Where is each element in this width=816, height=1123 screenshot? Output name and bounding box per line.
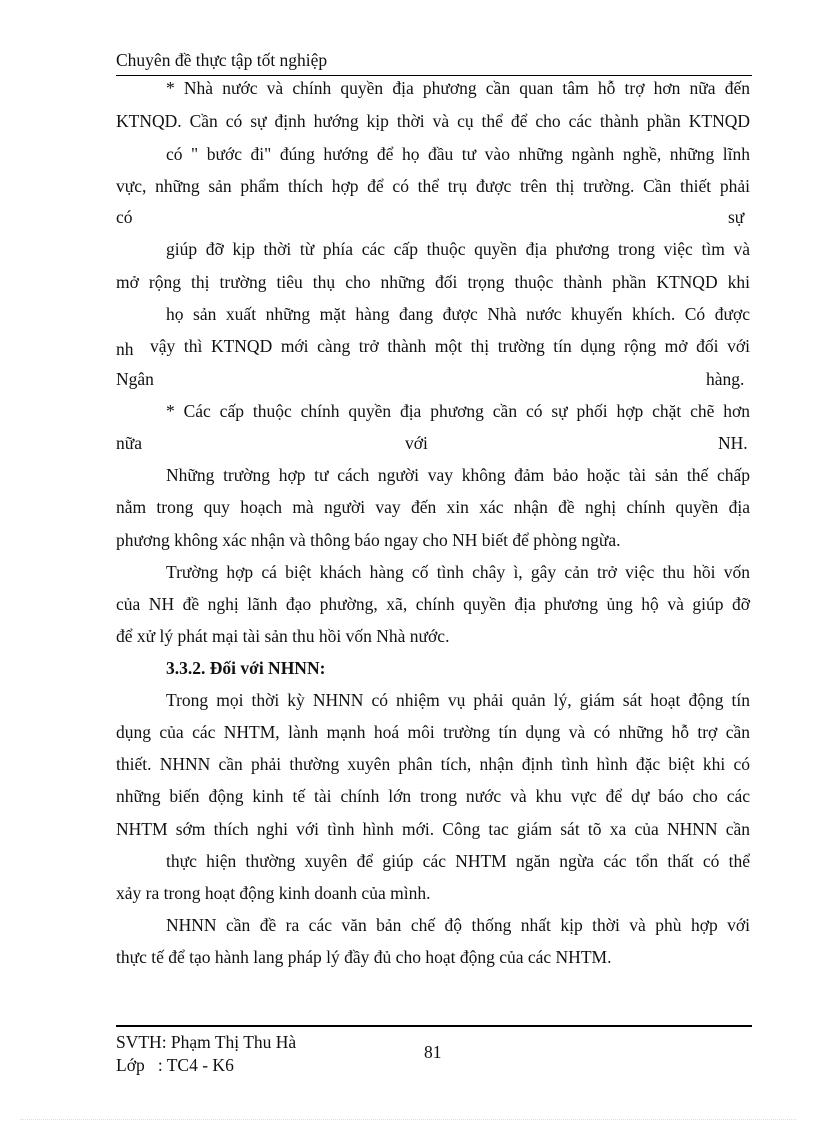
page-number: 81 [424,1042,442,1062]
paragraph-line: Những trường hợp tư cách người vay không đảm bảo hoặc tài sản thế chấp [166,465,750,485]
paragraph-line: NHTM sớm thích nghi với tình hình mới. Công tac giám sát tõ xa của NHNN cần [116,819,750,839]
paragraph-line: Trong mọi thời kỳ NHNN có nhiệm vụ phải quản lý, giám sát hoạt động tín [166,690,750,710]
paragraph-line: họ sản xuất những mặt hàng đang được Nhà nước khuyến khích. Có được [166,304,750,324]
paragraph-line: NHNN cần đề ra các văn bản chế độ thống nhất kịp thời và phù hợp với [166,915,750,935]
paragraph-line: Trường hợp cá biệt khách hàng cố tình chây ì, gây cản trở việc thu hồi vốn [166,562,750,582]
paragraph-line: nằm trong quy hoạch mà người vay đến xin xác nhận đề nghị chính quyền địa [116,497,750,517]
page-header-title: Chuyên đề thực tập tốt nghiệp [116,50,328,70]
paragraph-line: NH. [718,433,748,453]
paragraph-line: vực, những sản phẩm thích hợp để có thể trụ được trên thị trường. Cần thiết phải [116,176,750,196]
paragraph-line: xảy ra trong hoạt động kinh doanh của mình. [116,883,431,903]
page-bottom-edge [20,1119,796,1120]
paragraph-line: * Các cấp thuộc chính quyền địa phương cần có sự phối hợp chặt chẽ hơn [166,401,750,421]
header-divider [116,75,752,76]
paragraph-line: mở rộng thị trường tiêu thụ cho những đối trọng thuộc thành phần KTNQD khi [116,272,750,292]
paragraph-line: giúp đỡ kịp thời từ phía các cấp thuộc quyền địa phương trong việc tìm và [166,239,750,259]
paragraph-line: hàng. [706,369,745,389]
paragraph-line: của NH đề nghị lãnh đạo phường, xã, chính quyền địa phương ủng hộ và giúp đỡ [116,594,750,614]
footer-class: Lớp : TC4 - K6 [116,1055,234,1075]
footer-student-name: SVTH: Phạm Thị Thu Hà [116,1032,297,1052]
footer-divider [116,1025,752,1027]
paragraph-line: thực tế để tạo hành lang pháp lý đầy đủ cho hoạt động của các NHTM. [116,947,612,967]
paragraph-line: * Nhà nước và chính quyền địa phương cần quan tâm hỗ trợ hơn nữa đến [166,78,750,98]
paragraph-line: những biến động kinh tế tài chính lớn trong nước và khu vực để dự báo cho các [116,786,750,806]
paragraph-line: Ngân [116,369,154,389]
paragraph-line: với [405,433,428,453]
paragraph-line: để xử lý phát mại tài sản thu hồi vốn Nhà nước. [116,626,450,646]
paragraph-line: thiết. NHNN cần phải thường xuyên phân tích, nhận định tình hình đặc biệt khi có [116,754,750,774]
paragraph-line: sự [728,207,745,227]
section-heading: 3.3.2. Đối với NHNN: [166,658,326,678]
paragraph-line: thực hiện thường xuyên để giúp các NHTM ngăn ngừa các tổn thất có thể [166,851,750,871]
paragraph-line: nữa [116,433,143,453]
paragraph-line: phương không xác nhận và thông báo ngay cho NH biết để phòng ngừa. [116,530,621,550]
paragraph-line: có " bước đi" đúng hướng để họ đầu tư vào những ngành nghề, những lĩnh [166,144,750,164]
paragraph-line: KTNQD. Cần có sự định hướng kịp thời và cụ thể để cho các thành phần KTNQD [116,111,750,131]
paragraph-line: nh [116,339,134,359]
paragraph-line: dụng của các NHTM, lành mạnh hoá môi trường tín dụng và có những hỗ trợ cần [116,722,750,742]
paragraph-line: có [116,207,133,227]
paragraph-line: vậy thì KTNQD mới càng trở thành một thị trường tín dụng rộng mở đối với [150,336,750,356]
